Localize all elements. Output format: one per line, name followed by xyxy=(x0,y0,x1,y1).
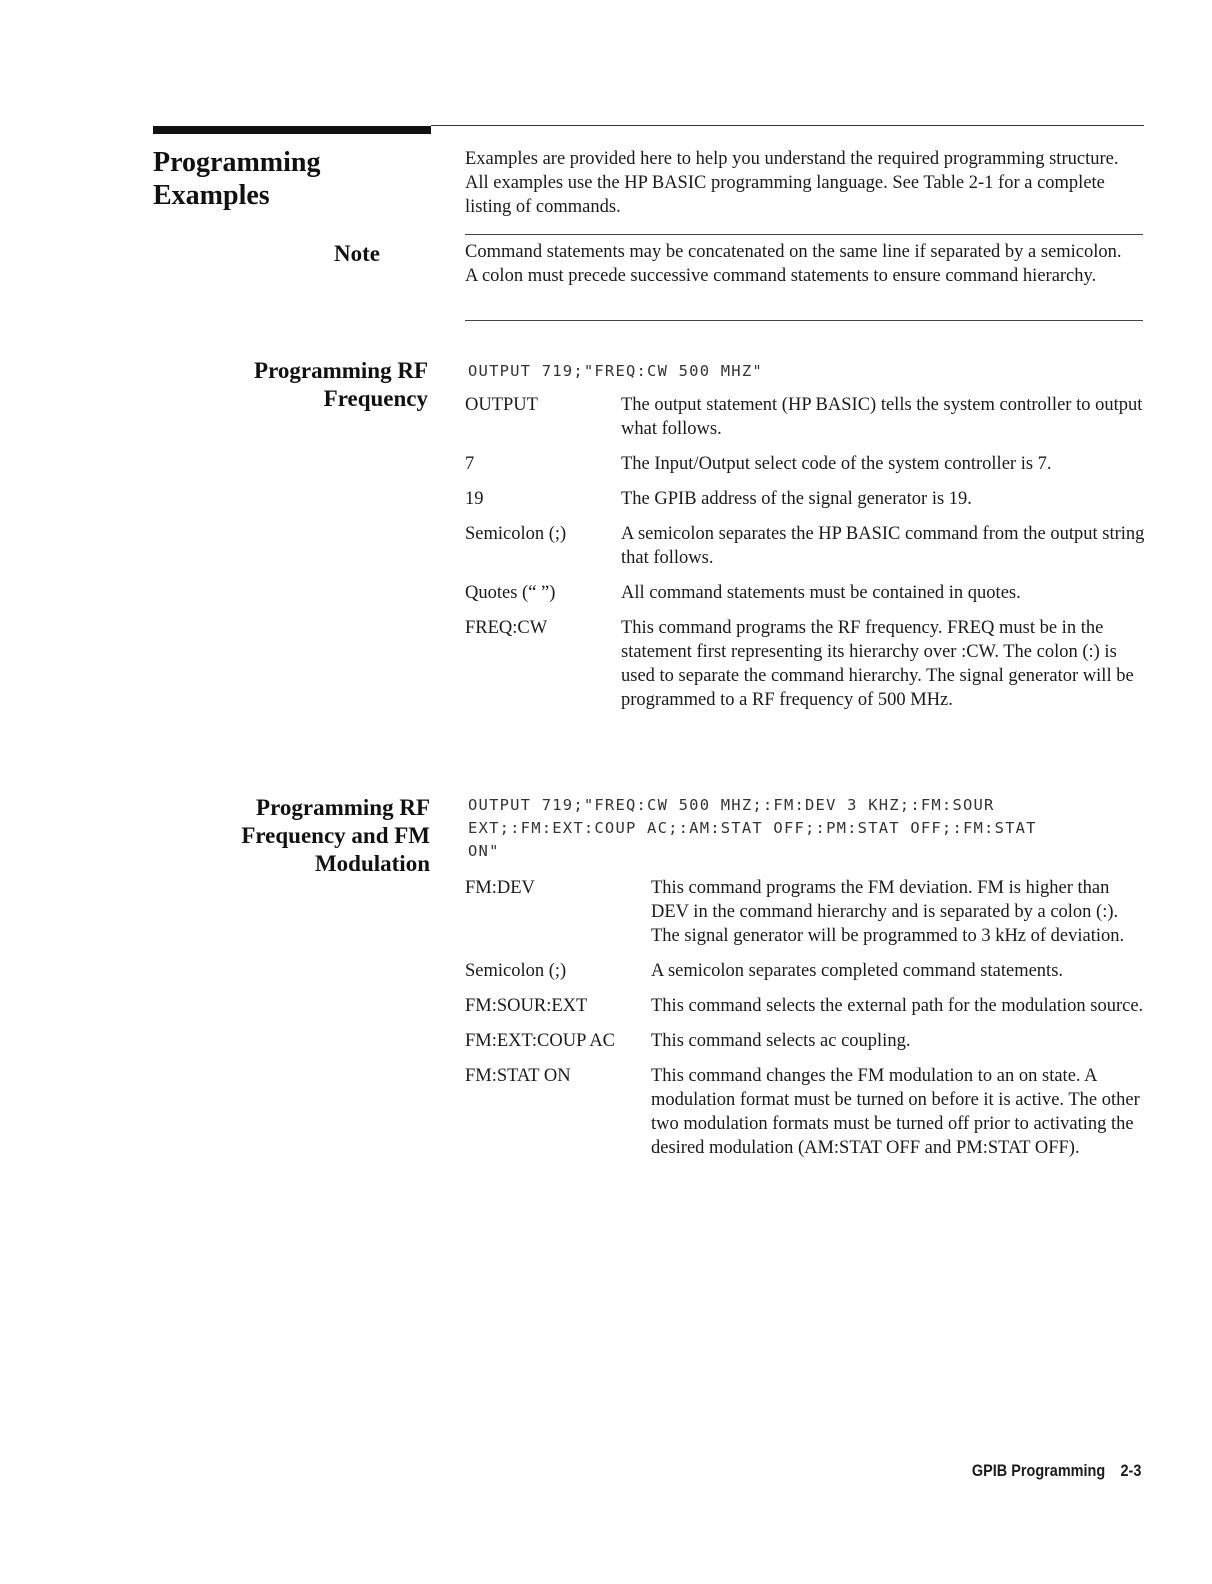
example2-definitions xyxy=(465,876,1145,1171)
definition-text: All command statements must be contained in quotes. xyxy=(621,583,1021,603)
definition-term: FM:DEV xyxy=(465,878,535,898)
definition-row xyxy=(465,994,1145,1018)
definition-text: The output statement (HP BASIC) tells the system controller to output what follows. xyxy=(621,395,1143,439)
definition-term: FM:EXT:COUP AC xyxy=(465,1031,616,1051)
definition-row xyxy=(465,876,1145,948)
example2-code-line: EXT;:FM:EXT:COUP AC;:AM:STAT OFF;:PM:STAT OFF;:FM:STAT xyxy=(468,819,1037,837)
section-rule-thin xyxy=(431,125,1144,126)
definition-term: OUTPUT xyxy=(465,395,538,415)
definition-row xyxy=(465,522,1145,570)
note-rule-top xyxy=(465,234,1143,235)
definition-row xyxy=(465,1064,1145,1160)
note-label: Note xyxy=(334,241,380,266)
definition-term: FM:STAT ON xyxy=(465,1066,571,1086)
definition-term: FREQ:CW xyxy=(465,618,548,638)
definition-text: The Input/Output select code of the system controller is 7. xyxy=(621,454,1052,474)
example2-code xyxy=(468,794,1037,863)
definition-text: A semicolon separates completed command statements. xyxy=(651,961,1064,981)
example1-definitions xyxy=(465,393,1145,723)
section-title: Programming Examples xyxy=(153,147,321,211)
definition-term: Semicolon (;) xyxy=(465,961,567,981)
page-footer xyxy=(972,1461,1141,1481)
definition-text: This command programs the RF frequency. FREQ must be in the statement first representing its hierarchy over :CW. The colon (:) is used to separate the command hierarchy. The signal generator will be programmed to a RF frequency of 500 MHz. xyxy=(621,618,1134,710)
example1-heading: Programming RF Frequency xyxy=(254,358,428,411)
definition-row xyxy=(465,959,1145,983)
definition-row xyxy=(465,616,1145,712)
definition-row xyxy=(465,487,1145,511)
note-text: Command statements may be concatenated on the same line if separated by a semicolon. A colon must precede successive command statements to ensure command hierarchy. xyxy=(465,242,1122,286)
section-rule-thick xyxy=(153,126,431,134)
definition-term: Semicolon (;) xyxy=(465,524,567,544)
definition-row xyxy=(465,452,1145,476)
definition-term: 19 xyxy=(465,489,484,509)
definition-text: A semicolon separates the HP BASIC command from the output string that follows. xyxy=(621,524,1145,568)
definition-text: This command programs the FM deviation. FM is higher than DEV in the command hierarchy and is separated by a colon (:). The signal generator will be programmed to 3 kHz of deviation. xyxy=(651,878,1125,946)
example1-code: OUTPUT 719;"FREQ:CW 500 MHZ" xyxy=(468,362,763,380)
definition-text: This command selects ac coupling. xyxy=(651,1031,911,1051)
example2-code-line: ON" xyxy=(468,842,500,860)
definition-row xyxy=(465,581,1145,605)
example2-heading: Programming RF Frequency and FM Modulation xyxy=(241,795,430,876)
definition-text: This command selects the external path for the modulation source. xyxy=(651,996,1144,1016)
footer-page-number: 2-3 xyxy=(1120,1461,1141,1480)
intro-paragraph: Examples are provided here to help you understand the required programming structure. All examples use the HP BASIC programming language. See Table 2-1 for a complete listing of commands. xyxy=(465,149,1119,217)
definition-row xyxy=(465,1029,1145,1053)
definition-term: 7 xyxy=(465,454,475,474)
definition-text: The GPIB address of the signal generator is 19. xyxy=(621,489,972,509)
definition-term: Quotes (“ ”) xyxy=(465,583,556,603)
definition-row xyxy=(465,393,1145,441)
definition-term: FM:SOUR:EXT xyxy=(465,996,588,1016)
footer-chapter: GPIB Programming xyxy=(971,1461,1105,1480)
note-rule-bottom xyxy=(465,320,1143,321)
example2-code-line: OUTPUT 719;"FREQ:CW 500 MHZ;:FM:DEV 3 KHZ;:FM:SOUR xyxy=(468,796,995,814)
definition-text: This command changes the FM modulation to an on state. A modulation format must be turned on before it is active. The other two modulation formats must be turned off prior to activating the desired modulation (AM:STAT OFF and PM:STAT OFF). xyxy=(651,1066,1140,1158)
